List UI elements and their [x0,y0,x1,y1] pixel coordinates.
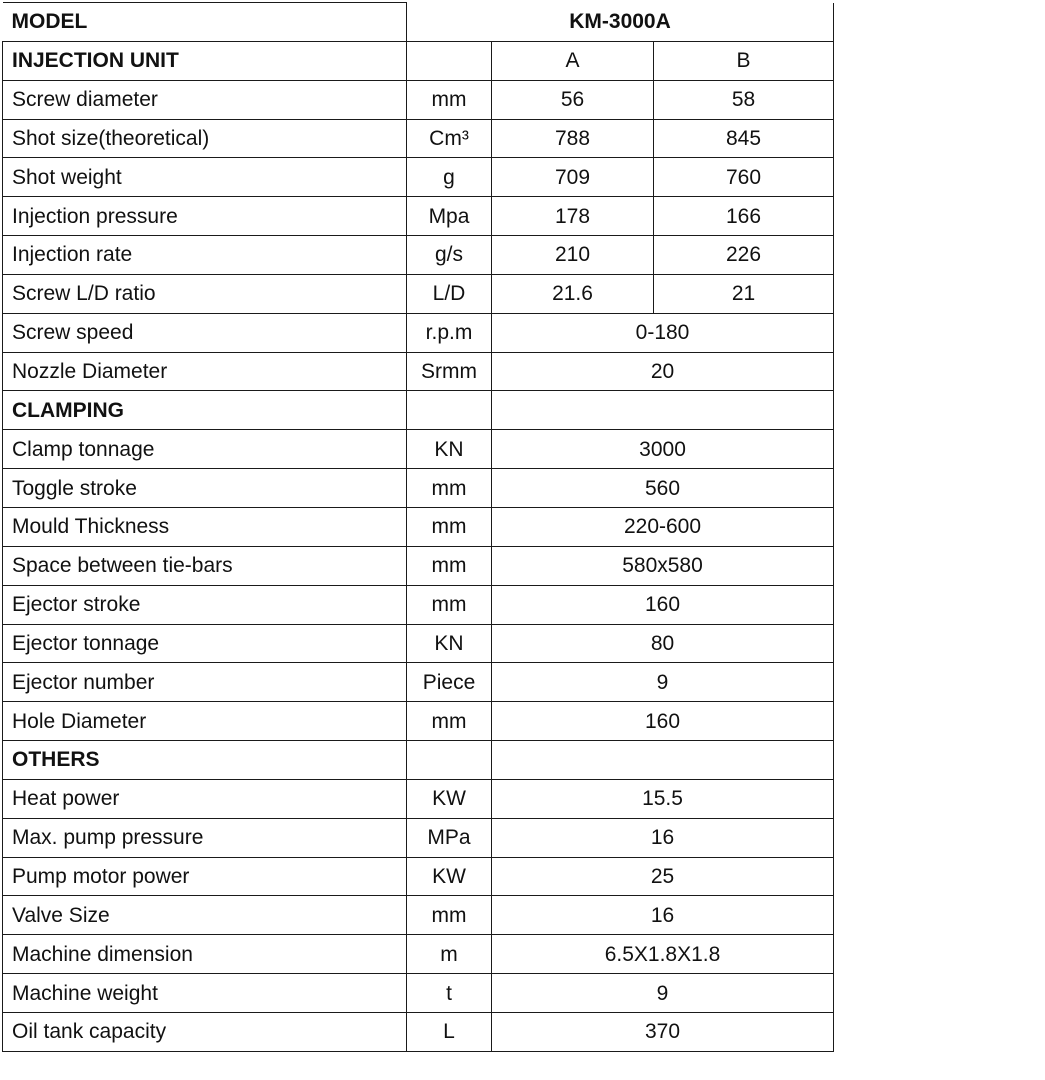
table-row [3,430,834,469]
param-label: Heat power [3,779,407,818]
unit-cell: Piece [407,663,492,702]
table-row [3,779,834,818]
value-cell: 160 [492,585,834,624]
unit-cell: mm [407,585,492,624]
value-cell: 3000 [492,430,834,469]
value-cell: 25 [492,857,834,896]
value-b: 166 [654,197,834,236]
value-a: 21.6 [492,274,654,313]
table-row [3,197,834,236]
unit-cell: KN [407,430,492,469]
unit-cell: Mpa [407,197,492,236]
value-cell: 80 [492,624,834,663]
table-row [3,158,834,197]
unit-cell: r.p.m [407,313,492,352]
unit-cell: mm [407,507,492,546]
value-a: 210 [492,236,654,275]
unit-cell: t [407,974,492,1013]
table-row [3,857,834,896]
value-b: 58 [654,80,834,119]
param-label: Toggle stroke [3,469,407,508]
table-row [3,663,834,702]
table-row [3,974,834,1013]
value-cell: 9 [492,974,834,1013]
param-label: Screw L/D ratio [3,274,407,313]
section-row-injection [3,41,834,80]
table-row [3,469,834,508]
value-b: 845 [654,119,834,158]
table-row [3,585,834,624]
param-label: Clamp tonnage [3,430,407,469]
unit-cell-empty [407,391,492,430]
value-cell: 9 [492,663,834,702]
value-cell: 6.5X1.8X1.8 [492,935,834,974]
value-a: 709 [492,158,654,197]
section-title-injection: INJECTION UNIT [3,41,407,80]
table-row [3,546,834,585]
unit-cell: mm [407,546,492,585]
table-row [3,313,834,352]
value-cell: 580x580 [492,546,834,585]
value-b: 760 [654,158,834,197]
unit-cell: L [407,1012,492,1051]
value-cell: 370 [492,1012,834,1051]
unit-cell: Srmm [407,352,492,391]
model-label: MODEL [3,3,407,42]
section-row-others [3,741,834,780]
unit-cell-empty [407,741,492,780]
table-row [3,1012,834,1051]
unit-cell: mm [407,80,492,119]
value-cell: 16 [492,896,834,935]
column-header-b: B [654,41,834,80]
param-label: Machine dimension [3,935,407,974]
param-label: Oil tank capacity [3,1012,407,1051]
table-row [3,507,834,546]
value-b: 226 [654,236,834,275]
table-row [3,935,834,974]
param-label: Injection pressure [3,197,407,236]
table-row [3,274,834,313]
param-label: Screw diameter [3,80,407,119]
spec-table [2,2,834,1052]
column-header-a: A [492,41,654,80]
param-label: Machine weight [3,974,407,1013]
value-cell: 0-180 [492,313,834,352]
unit-cell: KW [407,857,492,896]
param-label: Shot weight [3,158,407,197]
unit-cell: KW [407,779,492,818]
unit-cell: Cm³ [407,119,492,158]
param-label: Mould Thickness [3,507,407,546]
param-label: Hole Diameter [3,702,407,741]
table-row [3,818,834,857]
unit-cell: mm [407,469,492,508]
value-cell-empty [492,741,834,780]
value-a: 178 [492,197,654,236]
value-a: 56 [492,80,654,119]
value-b: 21 [654,274,834,313]
param-label: Max. pump pressure [3,818,407,857]
param-label: Screw speed [3,313,407,352]
model-row [3,3,834,42]
value-cell: 16 [492,818,834,857]
param-label: Shot size(theoretical) [3,119,407,158]
value-cell: 20 [492,352,834,391]
value-cell: 560 [492,469,834,508]
section-row-clamping [3,391,834,430]
value-cell: 15.5 [492,779,834,818]
unit-cell: MPa [407,818,492,857]
param-label: Ejector number [3,663,407,702]
table-row [3,236,834,275]
unit-cell: g [407,158,492,197]
param-label: Ejector stroke [3,585,407,624]
param-label: Injection rate [3,236,407,275]
table-row [3,119,834,158]
param-label: Valve Size [3,896,407,935]
value-cell-empty [492,391,834,430]
unit-cell: mm [407,896,492,935]
value-cell: 220-600 [492,507,834,546]
section-title-others: OTHERS [3,741,407,780]
unit-cell-empty [407,41,492,80]
param-label: Nozzle Diameter [3,352,407,391]
model-name: KM-3000A [407,3,834,42]
value-cell: 160 [492,702,834,741]
section-title-clamping: CLAMPING [3,391,407,430]
table-row [3,80,834,119]
unit-cell: KN [407,624,492,663]
unit-cell: L/D [407,274,492,313]
unit-cell: m [407,935,492,974]
unit-cell: g/s [407,236,492,275]
param-label: Ejector tonnage [3,624,407,663]
unit-cell: mm [407,702,492,741]
value-a: 788 [492,119,654,158]
table-row [3,624,834,663]
table-row [3,352,834,391]
table-row [3,702,834,741]
param-label: Space between tie-bars [3,546,407,585]
param-label: Pump motor power [3,857,407,896]
table-row [3,896,834,935]
